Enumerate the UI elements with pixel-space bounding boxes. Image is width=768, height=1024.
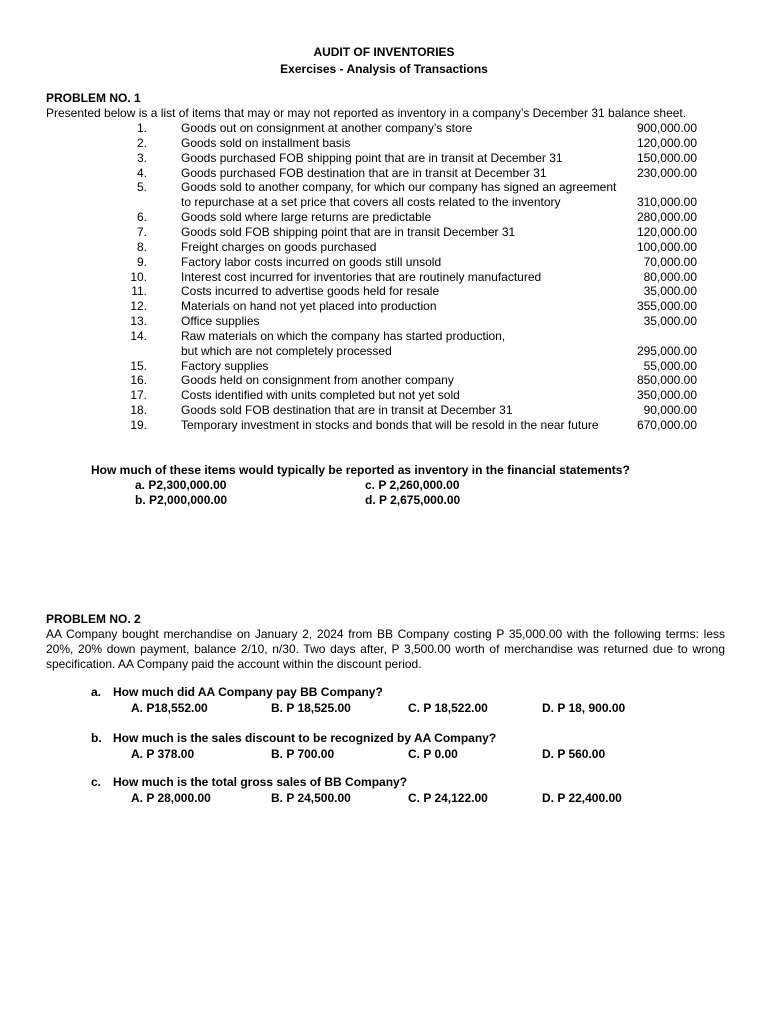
item-number: 8. [136,239,147,254]
item-description: Freight charges on goods purchased [181,239,377,254]
problem2-heading: PROBLEM NO. 2 [46,612,141,626]
document-subtitle: Exercises - Analysis of Transactions [280,62,488,76]
answer-choice: A. P 28,000.00 [131,791,211,805]
item-number: 14. [130,328,147,343]
item-description: Goods sold to another company, for which our company has signed an agreement [181,180,617,195]
item-number: 15. [130,358,147,373]
problem1-choice-c: c. P 2,260,000.00 [365,478,460,492]
item-amount: 230,000.00 [636,165,697,180]
problem2-intro: AA Company bought merchandise on January 2, 2024 from BB Company costing P 35,000.00 with the following terms: less 20%, 20% down payment, balance 2/10, n/30. Two days after, P 3,500.00 worth of merchandise was returned due to wrong specification. AA Company paid the account within the discount period. [46,627,725,671]
problem1-question: How much of these items would typically be reported as inventory in the financial statements? [91,463,630,477]
item-description: Goods purchased FOB shipping point that are in transit at December 31 [181,150,563,165]
question-text: How much did AA Company pay BB Company? [113,685,383,699]
answer-choice: C. P 0.00 [408,747,458,761]
item-description: Temporary investment in stocks and bonds that will be resold in the near future [181,418,599,432]
item-description: Costs identified with units completed but not yet sold [181,388,460,403]
item-amount: 900,000.00 [636,121,697,135]
item-number: 5. [136,180,147,195]
item-amount: 670,000.00 [636,418,697,432]
item-description: Goods purchased FOB destination that are in transit at December 31 [181,165,547,180]
item-description: Goods sold FOB shipping point that are in transit December 31 [181,224,516,239]
item-amount: 310,000.00 [636,195,697,210]
item-description: Factory labor costs incurred on goods still unsold [181,254,442,269]
answer-choice: C. P 24,122.00 [408,791,488,805]
answer-choice: A. P18,552.00 [131,701,208,715]
problem1-heading: PROBLEM NO. 1 [46,91,141,105]
item-amount: 150,000.00 [636,150,697,165]
item-number: 11. [131,284,147,299]
item-number: 3. [136,150,147,165]
answer-choice: B. P 24,500.00 [271,791,351,805]
question-letter: c. [91,775,102,789]
item-amount: 80,000.00 [643,269,697,284]
item-amount: 280,000.00 [636,210,697,225]
question-letter: a. [91,685,102,699]
item-amount: 55,000.00 [643,358,697,373]
item-amount: 295,000.00 [636,343,697,358]
answer-choice: D. P 560.00 [542,747,606,761]
item-description: Goods out on consignment at another company’s store [181,121,473,135]
item-amount: 70,000.00 [643,254,697,269]
item-amount: 100,000.00 [636,239,697,254]
item-description: Materials on hand not yet placed into production [181,299,437,314]
item-description: to repurchase at a set price that covers all costs related to the inventory [181,195,561,210]
item-number: 10. [130,269,147,284]
item-number: 6. [136,210,147,225]
item-number: 18. [130,403,147,418]
answer-choice: A. P 378.00 [131,747,195,761]
item-description: Goods sold where large returns are predictable [181,210,432,225]
item-number: 17. [130,388,147,403]
problem1-choice-b: b. P2,000,000.00 [135,493,228,507]
item-description: Interest cost incurred for inventories that are routinely manufactured [181,269,542,284]
problem1-choice-a: a. P2,300,000.00 [135,478,227,492]
question-text: How much is the total gross sales of BB Company? [113,775,408,789]
item-number: 12. [130,299,147,314]
question-text: How much is the sales discount to be recognized by AA Company? [113,731,497,745]
item-description: Office supplies [181,314,260,329]
answer-choice: D. P 18, 900.00 [542,701,626,715]
answer-choice: D. P 22,400.00 [542,791,622,805]
item-number: 16. [130,373,147,388]
item-description: Goods sold FOB destination that are in transit at December 31 [181,403,513,418]
item-amount: 90,000.00 [643,403,697,418]
item-description: Raw materials on which the company has started production, [181,328,506,343]
item-number: 2. [136,135,147,150]
answer-choice: B. P 700.00 [271,747,335,761]
item-number: 13. [130,314,147,329]
item-description: Goods held on consignment from another company [181,373,454,388]
item-number: 4. [136,165,147,180]
item-description: Factory supplies [181,358,269,373]
item-description: Costs incurred to advertise goods held for resale [181,284,440,299]
problem1-choice-d: d. P 2,675,000.00 [365,493,461,507]
item-description: but which are not completely processed [181,343,392,358]
document-title: AUDIT OF INVENTORIES [313,45,455,59]
item-number: 19. [130,418,147,432]
answer-choice: B. P 18,525.00 [271,701,351,715]
problem1-intro: Presented below is a list of items that may or may not reported as inventory in a company’s December 31 balance sheet. [46,106,687,120]
question-letter: b. [91,731,102,745]
item-amount: 350,000.00 [636,388,697,403]
item-amount: 120,000.00 [636,224,697,239]
item-number: 1. [136,121,147,135]
item-description: Goods sold on installment basis [181,135,351,150]
item-number: 7. [136,224,147,239]
item-number: 9. [136,254,147,269]
item-amount: 35,000.00 [643,314,697,329]
item-amount: 35,000.00 [643,284,697,299]
item-amount: 850,000.00 [636,373,697,388]
item-amount: 355,000.00 [636,299,697,314]
answer-choice: C. P 18,522.00 [408,701,488,715]
item-amount: 120,000.00 [636,135,697,150]
